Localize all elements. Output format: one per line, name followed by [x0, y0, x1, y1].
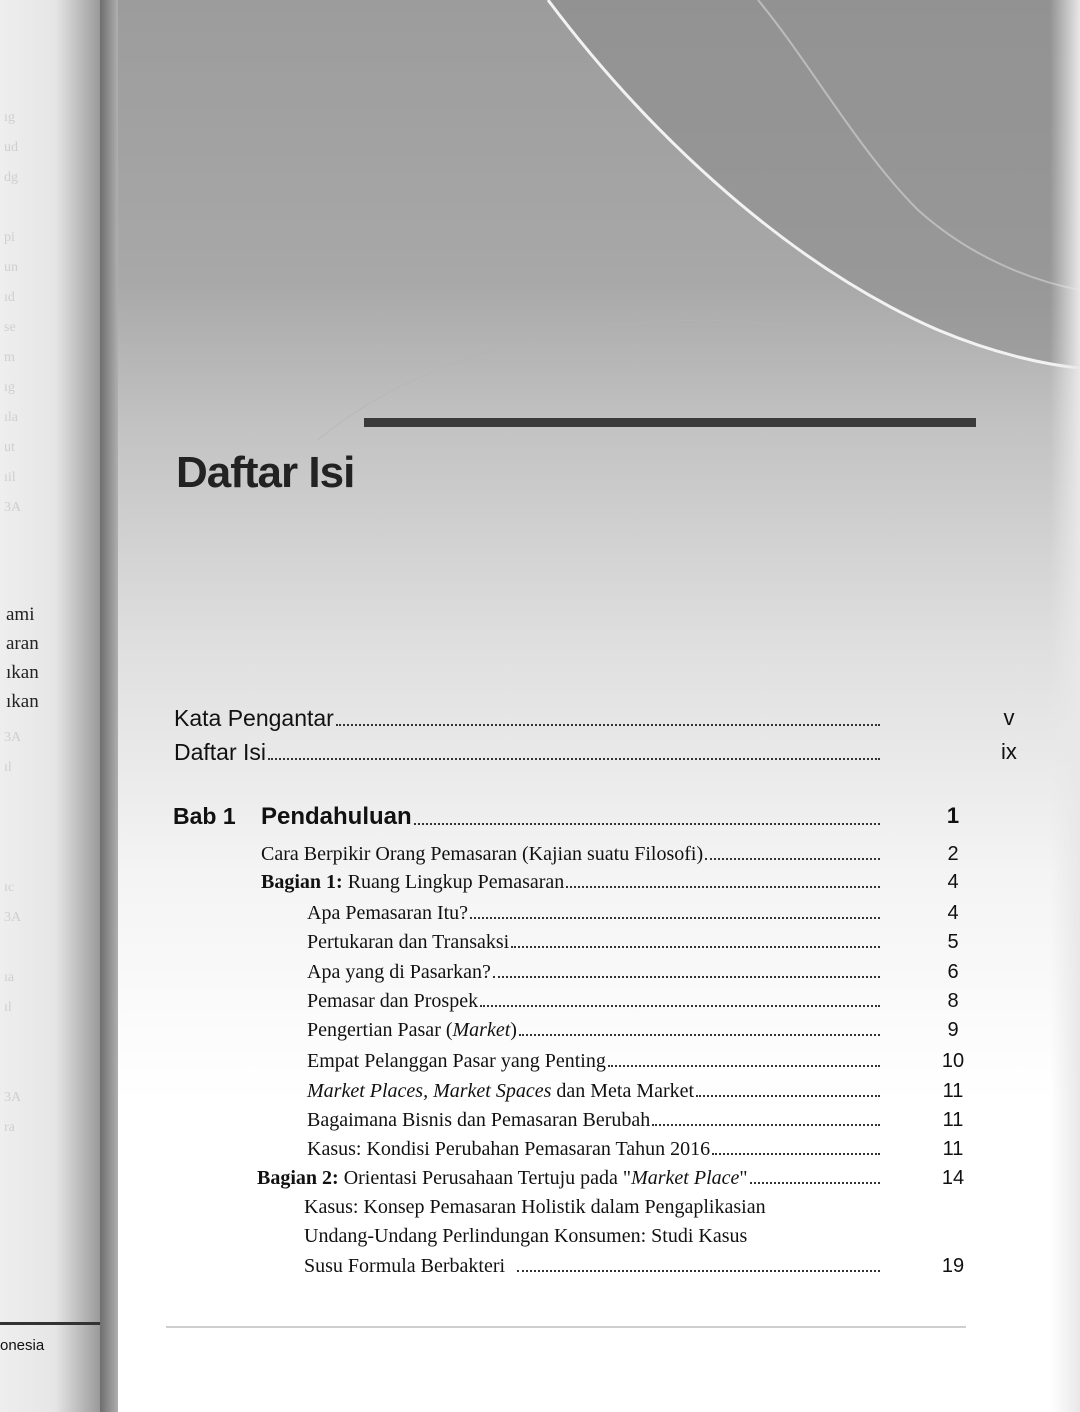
dot-leader: [268, 758, 880, 760]
left-page: [0, 0, 100, 1412]
dot-leader: [493, 976, 880, 978]
dot-leader: [414, 823, 880, 825]
dot-leader: [511, 946, 880, 948]
toc-entry[interactable]: [307, 1109, 964, 1132]
left-page-line: aran: [6, 633, 39, 654]
left-page-line: ıkan: [6, 691, 39, 712]
bleed-through-text: ut: [4, 440, 15, 455]
toc-entry[interactable]: [307, 931, 959, 954]
footer-rule: [166, 1326, 966, 1328]
toc-page-number: 11: [942, 1109, 964, 1131]
bleed-through-text: 3A: [4, 910, 22, 925]
toc-page-number: 9: [947, 1019, 959, 1041]
toc-entry-label: Pemasar dan Prospek: [307, 990, 479, 1012]
dot-leader: [566, 886, 880, 888]
toc-entry-label: [307, 1019, 517, 1042]
page-edge-shadow: [1050, 0, 1080, 1412]
left-page-line: ıkan: [6, 662, 39, 683]
toc-entry[interactable]: [307, 961, 959, 984]
dot-leader: [480, 1005, 880, 1007]
bleed-through-text: ıil: [4, 470, 16, 485]
toc-page-number: 19: [941, 1255, 965, 1277]
toc-entry-label: [307, 1080, 694, 1103]
bleed-through-text: ra: [4, 1120, 15, 1135]
toc-entry-label: Kata Pengantar: [174, 705, 334, 731]
toc-entry-bagian-2[interactable]: [257, 1167, 965, 1190]
toc-page: [118, 0, 1080, 1412]
toc-entry-label: Daftar Isi: [174, 739, 267, 765]
toc-page-number: ix: [1001, 739, 1017, 764]
dot-leader: [712, 1153, 880, 1155]
bleed-through-text: ıc: [4, 880, 15, 895]
toc-page-number: 4: [947, 871, 959, 893]
toc-entry-label: Apa Pemasaran Itu?: [307, 902, 469, 924]
toc-entry[interactable]: [307, 1080, 964, 1103]
toc-entry[interactable]: [261, 843, 959, 866]
toc-entry-label: Pertukaran dan Transaksi: [307, 931, 510, 953]
section-prefix: Bagian 1:: [261, 871, 343, 893]
toc-page-number: 14: [941, 1167, 965, 1189]
bleed-through-text: ıd: [4, 290, 15, 305]
dot-leader: [470, 917, 880, 919]
text-part: ": [739, 1167, 748, 1189]
toc-entry-label: Bagaimana Bisnis dan Pemasaran Berubah: [307, 1109, 651, 1131]
toc-entry-label: Cara Berpikir Orang Pemasaran (Kajian suatu Filosofi): [261, 843, 704, 865]
dot-leader: [517, 1270, 880, 1272]
left-footer-rule: [0, 1322, 100, 1325]
left-page-line: ami: [6, 604, 35, 625]
dot-leader: [519, 1034, 880, 1036]
text-part: dan Meta Market: [551, 1080, 695, 1102]
chapter-title: Pendahuluan: [261, 803, 412, 830]
toc-entry-label: Apa yang di Pasarkan?: [307, 961, 491, 983]
bleed-through-text: ıg: [4, 380, 15, 395]
italic-text-part: Market Place: [631, 1167, 740, 1189]
toc-entry-kasus-susu[interactable]: [304, 1255, 965, 1278]
dot-leader: [336, 724, 880, 726]
text-part: Orientasi Perusahaan Tertuju pada ": [338, 1167, 632, 1189]
chapter-label: Bab 1: [173, 803, 236, 829]
bleed-through-text: se: [4, 320, 16, 335]
toc-entry[interactable]: [307, 1019, 959, 1042]
toc-page-number: v: [1003, 705, 1015, 730]
toc-page-number: 4: [947, 902, 959, 924]
toc-entry[interactable]: [307, 1138, 964, 1161]
bleed-through-text: pi: [4, 230, 15, 245]
toc-entry-bagian-1[interactable]: [261, 871, 959, 894]
dot-leader: [750, 1182, 880, 1184]
dot-leader: [696, 1095, 880, 1097]
toc-page-number: 10: [941, 1050, 965, 1072]
toc-entry-kata-pengantar[interactable]: [174, 705, 1015, 732]
toc-page-number: 8: [947, 990, 959, 1012]
toc-entry-line: Kasus: Konsep Pemasaran Holistik dalam Pengaplikasian: [304, 1196, 766, 1218]
toc-entry-label: Empat Pelanggan Pasar yang Penting: [307, 1050, 606, 1072]
bleed-through-text: ud: [4, 140, 18, 155]
toc-page-number: 6: [947, 961, 959, 983]
text-part: Pengertian Pasar (: [307, 1019, 453, 1041]
toc-entry-label: [261, 871, 564, 894]
bleed-through-text: m: [4, 350, 15, 365]
bleed-through-text: 3A: [4, 500, 22, 515]
section-prefix: Bagian 2:: [257, 1167, 339, 1189]
toc-entry[interactable]: [307, 902, 959, 925]
toc-entry[interactable]: [307, 990, 959, 1013]
bleed-through-text: ıl: [4, 760, 12, 775]
bleed-through-text: dg: [4, 170, 18, 185]
toc-entry-daftar-isi[interactable]: [174, 739, 1017, 766]
bleed-through-text: 3A: [4, 730, 22, 745]
bleed-through-text: un: [4, 260, 18, 275]
italic-text-part: Market Places, Market Spaces: [307, 1080, 552, 1102]
text-part: ): [510, 1019, 517, 1041]
toc-entry-label: Kasus: Kondisi Perubahan Pemasaran Tahun 2016: [307, 1138, 711, 1160]
bleed-through-text: ıla: [4, 410, 18, 425]
title-rule: [364, 418, 976, 427]
bleed-through-text: ıl: [4, 1000, 12, 1015]
toc-entry[interactable]: [307, 1050, 965, 1073]
dot-leader: [705, 858, 880, 860]
toc-entry-line: Undang-Undang Perlindungan Konsumen: Studi Kasus: [304, 1225, 748, 1247]
bleed-through-text: ıa: [4, 970, 15, 985]
left-page-footer: onesia: [0, 1337, 45, 1354]
toc-entry-label: Susu Formula Berbakteri: [304, 1255, 506, 1277]
section-title: Ruang Lingkup Pemasaran: [342, 871, 565, 893]
dot-leader: [652, 1124, 880, 1126]
toc-entry-label: [257, 1167, 748, 1190]
page-title: Daftar Isi: [176, 448, 355, 497]
bleed-through-text: ıg: [4, 110, 15, 125]
decorative-curves: [118, 0, 1080, 440]
toc-page-number: 5: [947, 931, 959, 953]
italic-text-part: Market: [452, 1019, 511, 1041]
bleed-through-text: 3A: [4, 1090, 22, 1105]
toc-entry-chapter[interactable]: [261, 803, 960, 831]
toc-page-number: 11: [942, 1138, 964, 1160]
toc-page-number: 11: [942, 1080, 964, 1102]
dot-leader: [608, 1065, 880, 1067]
toc-page-number: 1: [946, 803, 960, 828]
toc-page-number: 2: [947, 843, 959, 865]
